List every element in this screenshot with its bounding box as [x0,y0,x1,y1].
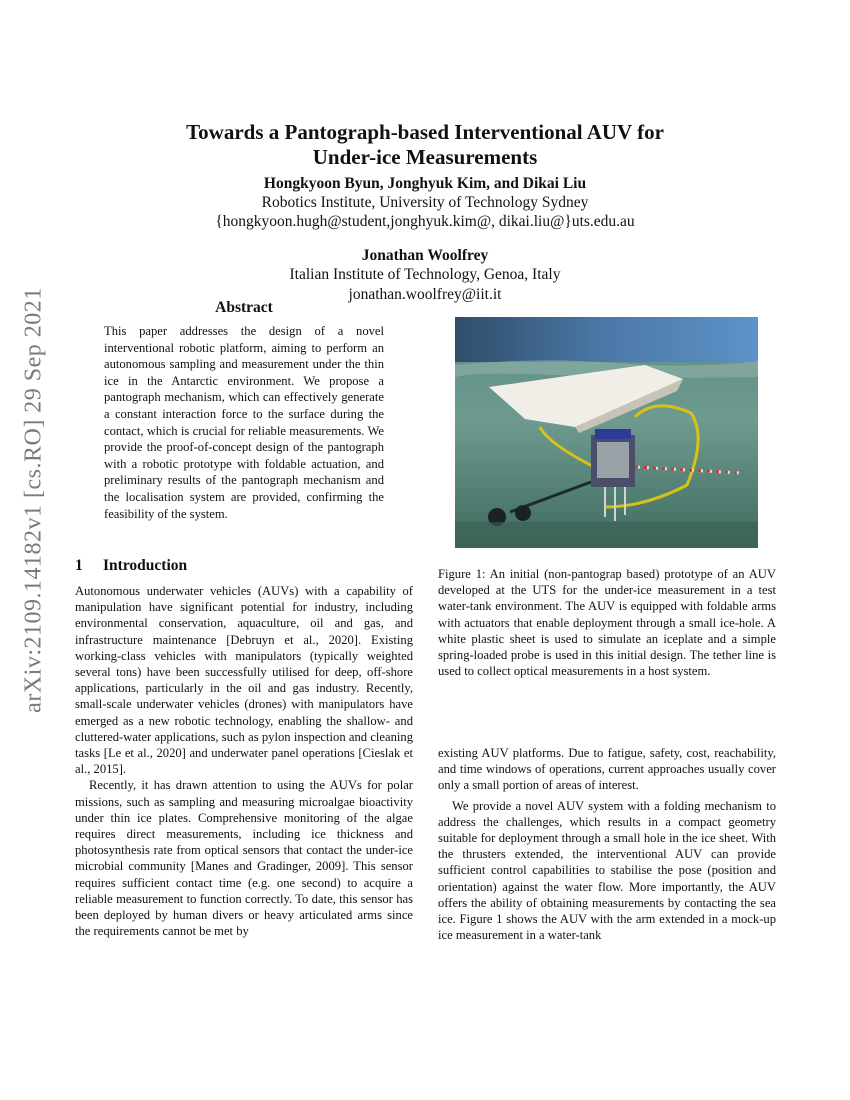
right-column [438,745,776,943]
title-line-1: Towards a Pantograph-based Interventional AUV for [186,120,664,144]
arxiv-id-text: arXiv:2109.14182v1 [cs.RO] 29 Sep 2021 [20,287,47,713]
figure-1-caption: Figure 1: An initial (non-pantograp based) prototype of an AUV developed at the UTS for the under-ice measurement in a test water-tank environment. The AUV is equipped with foldable arms with actuators that enable deployment through a small ice-hole. A white plastic sheet is used to simulate an iceplate and a simple spring-loaded probe is used in this initial design. The tether line is used to collect optical measurements in a host system. [438,567,776,679]
abstract-body: This paper addresses the design of a novel interventional robotic platform, aiming to perform an autonomous sampling and measurement under the thin ice in the Antarctic environment. We propose a pantograph mechanism, which can effectively generate a constant interaction force to the surface during the contact, which is crucial for reliable measurements. We provide the proof-of-concept design of the pantograph with a robotic prototype with foldable actuation, and preliminary results of the pantograph mechanism and the localisation system are provided, confirming the feasibility of the system. [104,324,384,521]
section-title: Introduction [103,557,188,574]
arxiv-identifier [10,287,58,713]
affiliation-secondary: Italian Institute of Technology, Genoa, Italy [289,266,561,283]
intro-paragraph-2: Recently, it has drawn attention to using the AUVs for polar missions, such as sampling and measuring microalgae bioactivity under thin ice plates. Comprehensive monitoring of the algae requires direct measurements, including ice thickness and photosynthesis rate from optical sensors that contact the under-ice microbial community [Manes and Gradinger, 2009]. This sensor requires sufficient contact time (e.g. one second) to acquire a reliable measurement to function correctly. To date, this sensor has been deployed by human divers or heavy articulated arms since the requirements cannot be met by [75,778,413,939]
title-line-2: Under-ice Measurements [312,145,538,169]
intro-paragraph-1: Autonomous underwater vehicles (AUVs) with a capability of manipulation have significant potential for industry, including environmental conservation, aquaculture, oil and gas, and infrastructure maintenance [Debruyn et al., 2020]. Existing working-class vehicles with manipulators (typically weighted several tons) have been successfully utilised for deep, off-shore applications, particularly in the oil and gas industry. Recently, small-scale underwater vehicles (drones) with manipulators have emerged as a new robotic technology, enabling the shallow- and cluttered-water applications, such as pylon inspection and cleaning tasks [Le et al., 2020] and underwater panel operations [Cieslak et al., 2015]. [75,584,413,777]
email-secondary: jonathan.woolfrey@iit.it [348,286,502,303]
affiliation-primary: Robotics Institute, University of Technology Sydney [261,194,589,211]
auv-tank-photo-image [455,317,758,548]
abstract-heading: Abstract [215,299,273,316]
email-primary: {hongkyoon.hugh@student,jonghyuk.kim@, dikai.liu@}uts.edu.au [215,213,635,230]
paper-title [100,120,750,170]
section-heading-introduction [75,557,187,575]
section-number: 1 [75,557,83,574]
right-paragraph-2: We provide a novel AUV system with a folding mechanism to address the challenges, which results in a compact geometry suitable for deployment through a small hole in the ice sheet. With the thrusters extended, the interventional AUV can provide sufficient control capabilities to stabilise the pose (position and orientation) against the water flow. More importantly, the AUV offers the ability of obtaining measurements by contacting the sea ice. Figure 1 shows the AUV with the arm extended in a mock-up ice measurement in a water-tank [438,798,776,943]
right-paragraph-1: existing AUV platforms. Due to fatigue, safety, cost, reachability, and time windows of operations, current approaches usually cover only a small portion of areas of interest. [438,746,776,793]
figure-1-photo [455,317,758,548]
author-secondary: Jonathan Woolfrey [361,247,489,264]
left-column [75,583,413,939]
authors-primary: Hongkyoon Byun, Jonghyuk Kim, and Dikai Liu [263,175,587,192]
